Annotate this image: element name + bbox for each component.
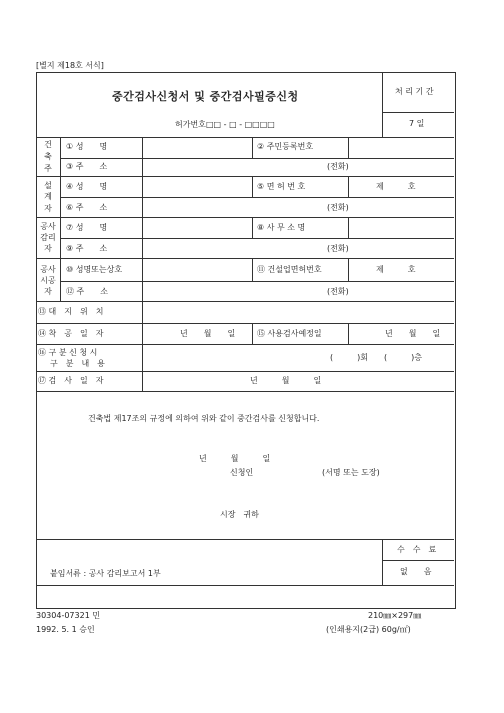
form-code: 30304-07321 민 bbox=[36, 611, 101, 620]
fee-value: 없 음 bbox=[400, 567, 432, 576]
scope-label-2: 구 분 내 용 bbox=[50, 359, 105, 368]
permit-number-label: 허가번호 bbox=[175, 120, 206, 129]
permit-number-value: □□ - □ - □□□□ bbox=[206, 120, 275, 129]
owner-id-label: ② 주민등록번호 bbox=[257, 142, 314, 151]
processing-period-label: 처 리 기 간 bbox=[395, 87, 434, 96]
application-date: 년 월 일 bbox=[199, 454, 271, 463]
signature-label: (서명 또는 도장) bbox=[322, 468, 380, 477]
use-inspection-date-value: 년 월 일 bbox=[385, 329, 441, 338]
owner-phone-label: (전화) bbox=[327, 162, 349, 171]
processing-period-value: 7 일 bbox=[409, 119, 425, 128]
designer-label-2: 계 bbox=[44, 192, 52, 201]
use-inspection-date-label: ⑮ 사용검사예정일 bbox=[257, 329, 322, 338]
declaration-text: 건축법 제17조의 규정에 의하여 위와 같이 중간검사를 신청합니다. bbox=[88, 414, 320, 423]
attachments-text: 붙임서류 : 공사 감리보고서 1부 bbox=[50, 569, 161, 578]
contractor-phone-label: (전화) bbox=[327, 287, 349, 296]
start-date-value: 년 월 일 bbox=[180, 329, 236, 338]
supervisor-office-label: ⑧ 사 무 소 명 bbox=[257, 223, 306, 232]
site-location-label: ⑬ 대 지 위 치 bbox=[38, 307, 104, 316]
owner-label-2: 축 bbox=[44, 152, 52, 161]
owner-label-1: 건 bbox=[44, 140, 52, 149]
designer-label-1: 설 bbox=[44, 181, 52, 190]
designer-license-value: 제 호 bbox=[376, 182, 416, 191]
supervisor-label-2: 감리 bbox=[40, 233, 56, 242]
owner-name-label: ① 성 명 bbox=[66, 142, 108, 151]
start-date-label: ⑭ 착 공 일 자 bbox=[38, 329, 104, 338]
supervisor-address-label: ⑨ 주 소 bbox=[66, 244, 108, 253]
supervisor-phone-label: (전화) bbox=[327, 244, 349, 253]
supervisor-name-label: ⑦ 성 명 bbox=[66, 223, 108, 232]
contractor-label-2: 시공 bbox=[40, 276, 56, 285]
contractor-license-value: 제 호 bbox=[376, 265, 416, 274]
approval-date: 1992. 5. 1 승인 bbox=[36, 625, 95, 634]
inspection-date-label: ⑰ 검 사 일 자 bbox=[38, 376, 104, 385]
contractor-license-label: ⑪ 건설업면허번호 bbox=[257, 265, 322, 274]
owner-id-field[interactable] bbox=[349, 138, 453, 157]
supervisor-label-3: 자 bbox=[44, 244, 52, 253]
designer-license-label: ⑤ 면 허 번 호 bbox=[257, 182, 306, 191]
page-title: 중간검사신청서 및 중간검사필증신청 bbox=[112, 90, 299, 103]
owner-label-3: 주 bbox=[44, 164, 52, 173]
contractor-name-label: ⑩ 성명또는상호 bbox=[66, 265, 123, 274]
designer-phone-label: (전화) bbox=[327, 203, 349, 212]
owner-name-field[interactable] bbox=[143, 138, 251, 157]
owner-address-label: ③ 주 소 bbox=[66, 162, 108, 171]
form-label: [별지 제18호 서식] bbox=[36, 61, 104, 70]
contractor-label-1: 공사 bbox=[40, 265, 56, 274]
designer-address-label: ⑥ 주 소 bbox=[66, 203, 108, 212]
paper-spec: (인쇄용지(2급) 60g/㎡) bbox=[326, 625, 411, 634]
applicant-label: 신청인 bbox=[230, 468, 254, 477]
designer-name-label: ④ 성 명 bbox=[66, 182, 108, 191]
scope-value: ( )회 ( )층 bbox=[330, 353, 422, 362]
site-location-field[interactable] bbox=[143, 302, 453, 322]
paper-size: 210㎜×297㎜ bbox=[368, 611, 422, 620]
designer-label-3: 자 bbox=[44, 204, 52, 213]
contractor-address-label: ⑫ 주 소 bbox=[66, 287, 108, 296]
scope-label-1: ⑯ 구 분 신 청 시 bbox=[38, 348, 98, 357]
fee-label: 수 수 료 bbox=[397, 545, 437, 554]
recipient-label: 시장 귀하 bbox=[220, 510, 259, 519]
supervisor-label-1: 공사 bbox=[40, 222, 56, 231]
inspection-date-value: 년 월 일 bbox=[250, 376, 322, 385]
contractor-label-3: 자 bbox=[44, 287, 52, 296]
